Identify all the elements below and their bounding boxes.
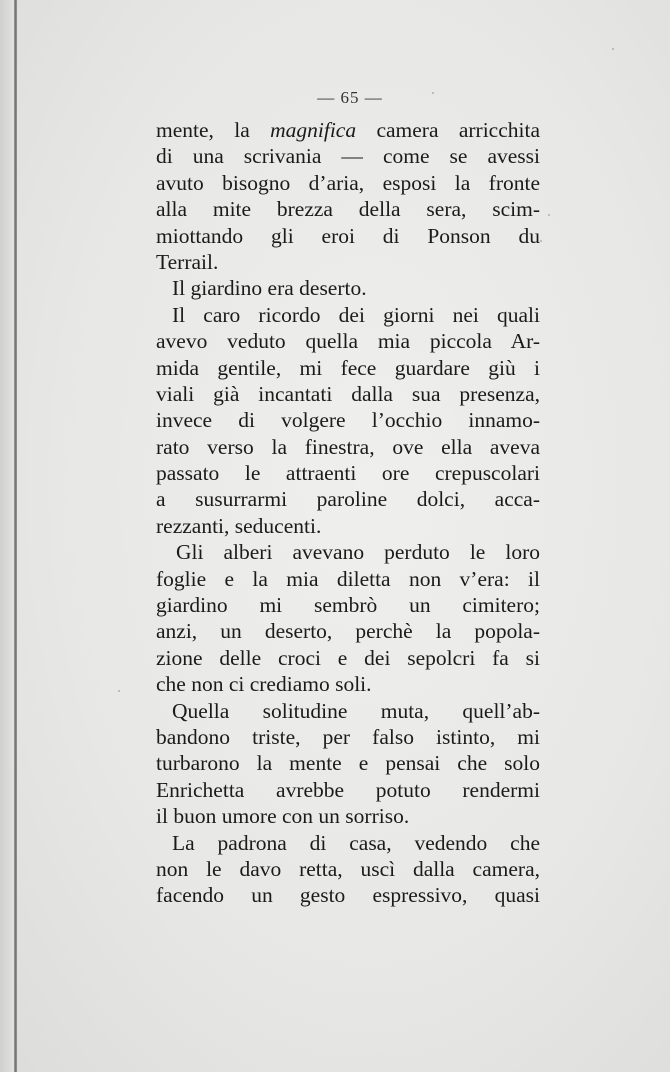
binding-shadow [0,0,14,1072]
emphasized-word: magnifica [270,118,357,142]
text-line: alla mite brezza della sera, scim- [156,197,540,222]
text-line: a susurrarmi paroline dolci, acca- [156,487,540,512]
text-line: Quella solitudine muta, quell’ab- [172,698,540,723]
text-line: facendo un gesto espressivo, quasi [156,883,540,908]
text-line: Il giardino era deserto. [172,276,367,301]
text-line: il buon umore con un sorriso. [156,804,410,829]
text-line: avuto bisogno d’aria, esposi la fronte [156,170,540,195]
text-line: passato le attraenti ore crepuscolari [156,461,540,486]
text-line: foglie e la mia diletta non v’era: il [156,566,540,591]
text-line: La padrona di casa, vedendo che [172,830,540,855]
paper-speck [540,240,542,242]
text-line: Gli alberi avevano perduto le loro [176,540,540,565]
text-line: Il caro ricordo dei giorni nei quali [172,302,540,327]
book-spine [14,0,17,1072]
text-line: Enrichetta avrebbe potuto rendermi [156,777,540,802]
paper-speck [548,214,550,216]
text-line: di una scrivania — come se avessi [156,144,540,169]
text-line: mente, la magnifica camera arricchita [156,118,540,142]
text-line: zione delle croci e dei sepolcri fa si [156,645,540,670]
text-line: anzi, un deserto, perchè la popola- [156,619,540,644]
text-line: avevo veduto quella mia piccola Ar- [156,329,540,354]
body-text [156,117,540,909]
text-line: giardino mi sembrò un cimitero; [156,593,540,618]
text-line: Terrail. [156,249,219,274]
text-line: non le davo retta, uscì dalla camera, [156,856,540,881]
paper-speck [118,690,120,692]
text-line: invece di volgere l’occhio innamo- [156,408,540,433]
text-line: viali già incantati dalla sua presenza, [156,381,540,406]
text-line: rezzanti, seducenti. [156,513,322,538]
text-line: turbarono la mente e pensai che solo [156,751,540,776]
paper-speck [432,92,434,94]
text-line: bandono triste, per falso istinto, mi [156,724,540,749]
text-line: rato verso la finestra, ove ella aveva [156,434,540,459]
text-line: mida gentile, mi fece guardare giù i [156,355,540,380]
text-line: che non ci crediamo soli. [156,672,372,697]
page-number: — 65 — [317,88,383,107]
paper-speck [612,48,614,50]
text-line: miottando gli eroi di Ponson du [156,223,540,248]
